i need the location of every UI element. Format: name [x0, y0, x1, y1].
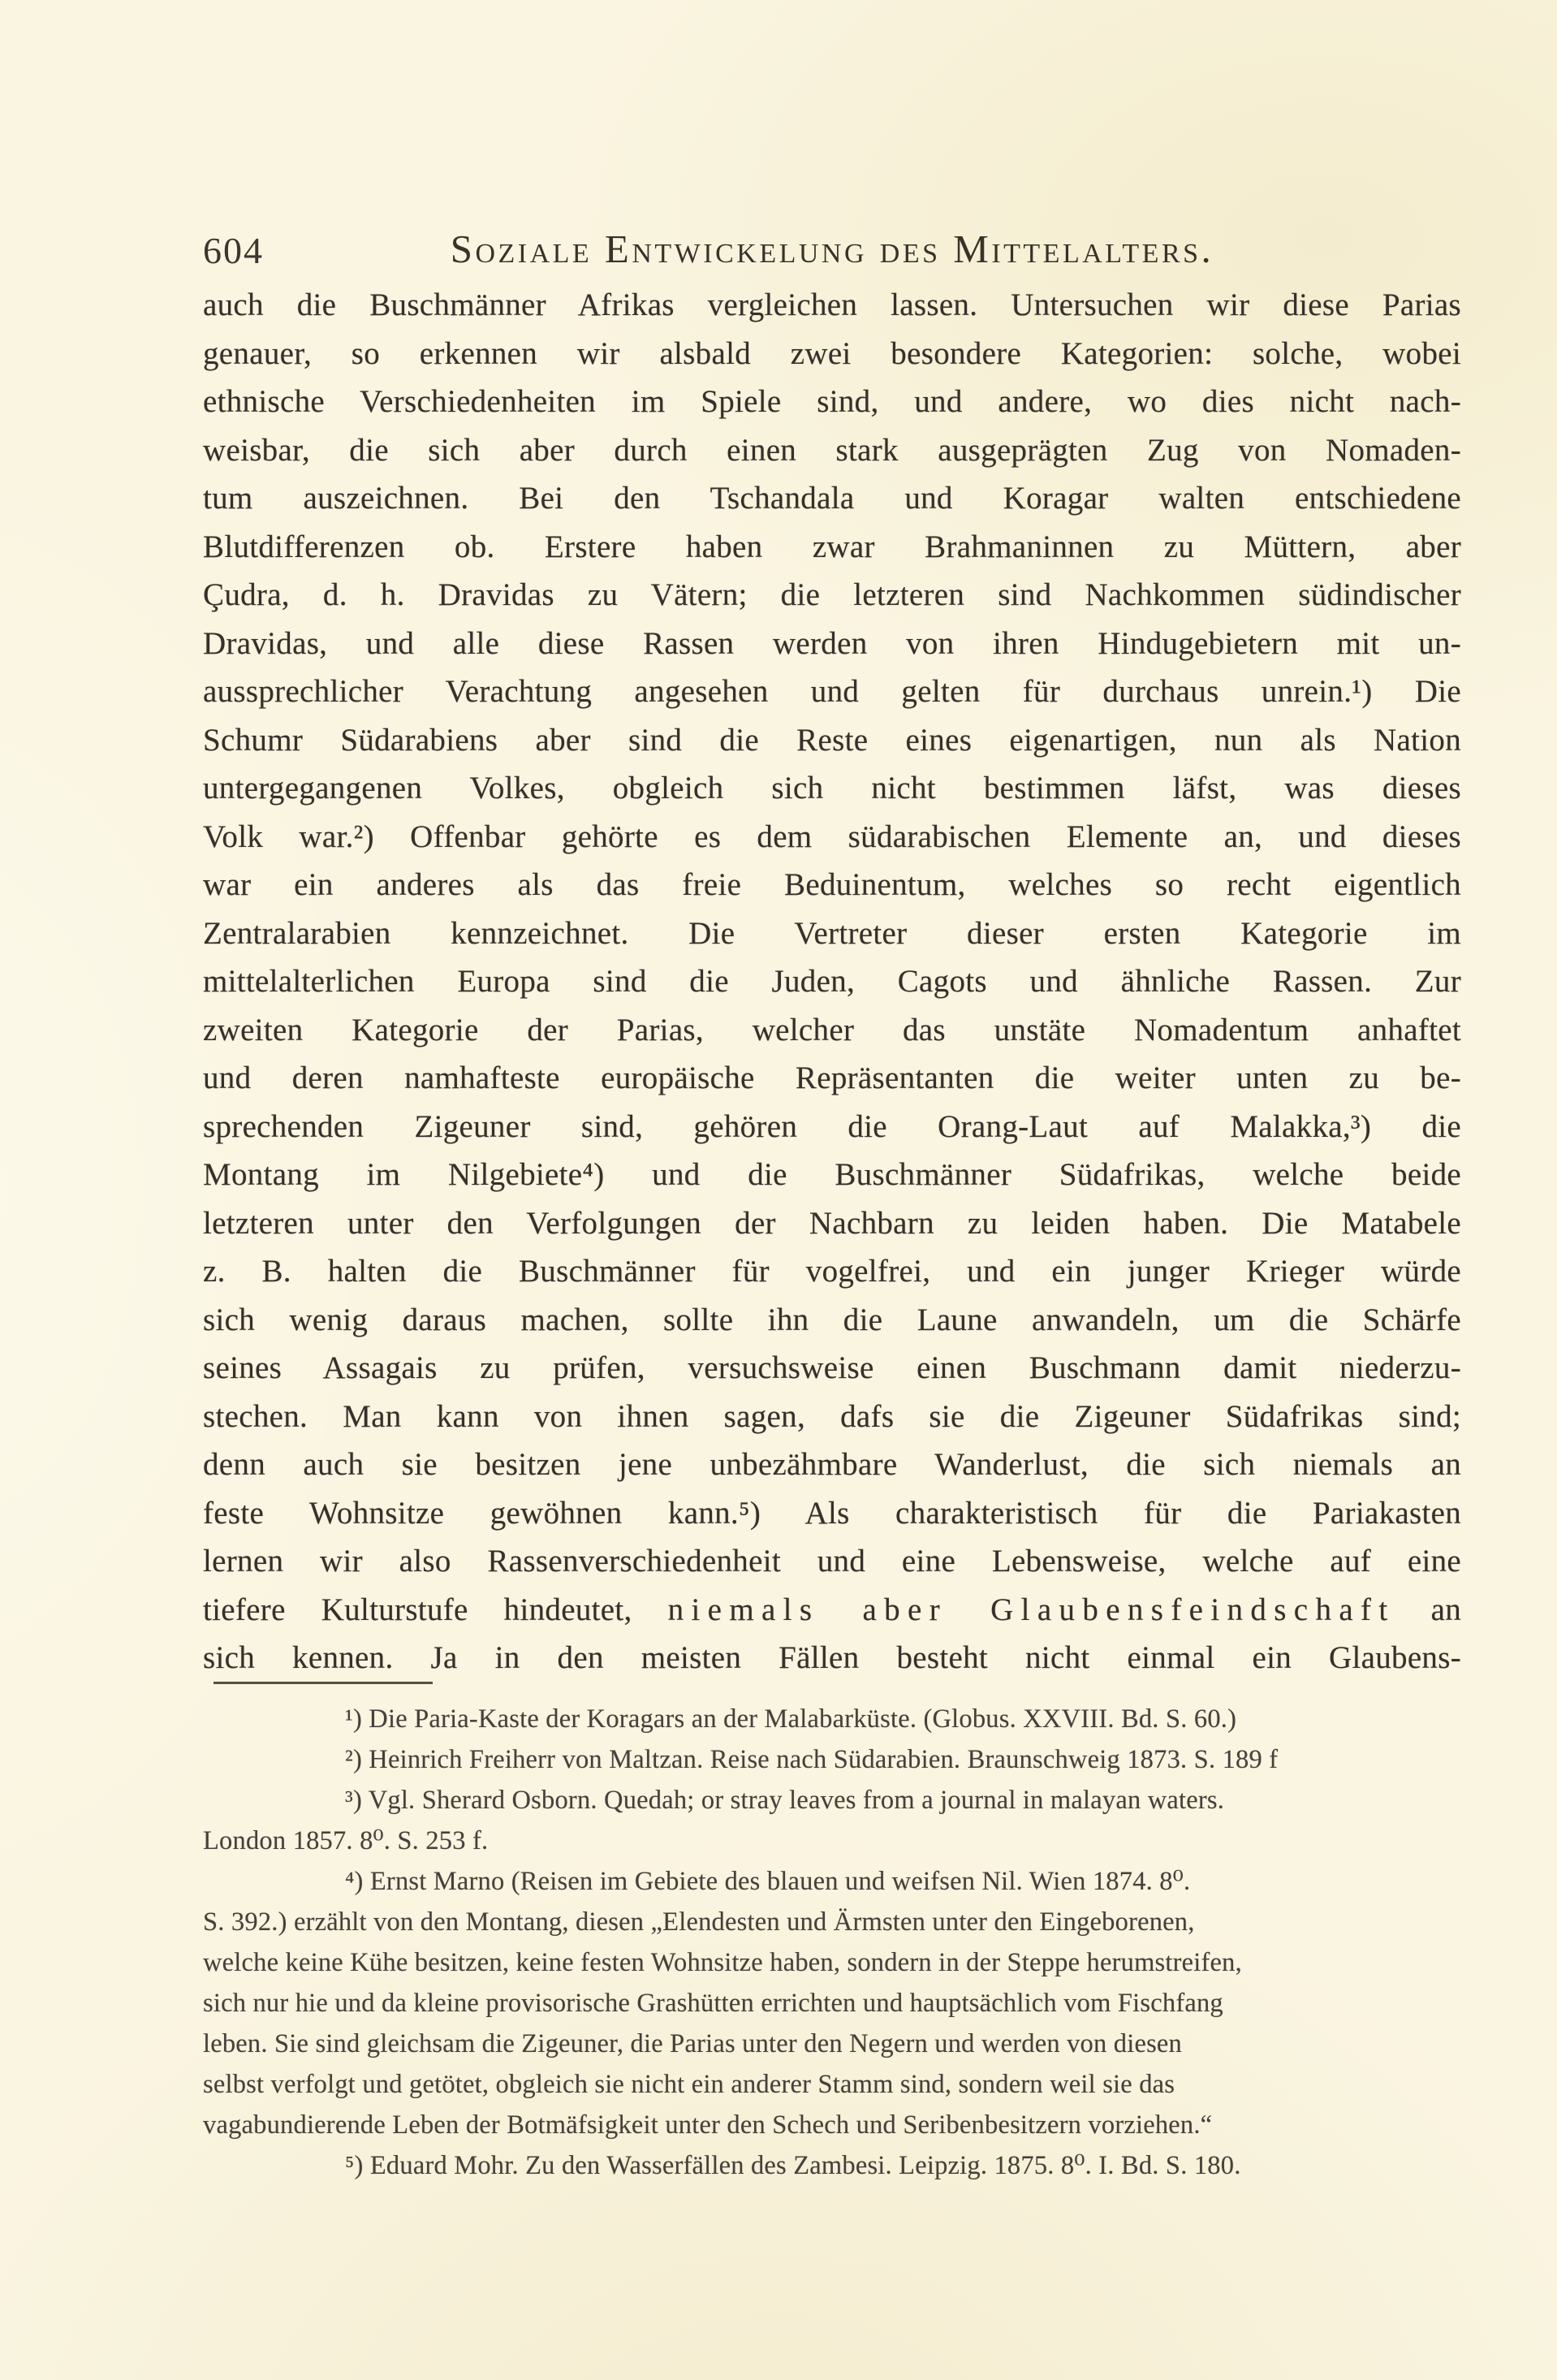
body-line: Çudra, d. h. Dravidas zu Vätern; die letzteren sind Nachkommen südindischer — [203, 577, 1461, 612]
body-line: z. B. halten die Buschmänner für vogelfrei, und ein junger Krieger würde — [203, 1254, 1461, 1289]
running-title: Soziale Entwickelung des Mittelalters. — [450, 227, 1214, 271]
footnote-line: sich nur hie und da kleine provisorische Grashütten errichten und hauptsächlich vom Fischfang — [203, 1989, 1223, 2018]
footnote-line: leben. Sie sind gleichsam die Zigeuner, die Parias unter den Negern und werden von diesen — [203, 2029, 1183, 2058]
body-line: zweiten Kategorie der Parias, welcher das unstäte Nomadentum anhaftet — [203, 1012, 1461, 1047]
body-line: sich kennen. Ja in den meisten Fällen besteht nicht einmal ein Glaubens- — [203, 1640, 1461, 1675]
body-line: stechen. Man kann von ihnen sagen, dafs sie die Zigeuner Südafrikas sind; — [203, 1398, 1461, 1434]
body-line: feste Wohnsitze gewöhnen kann.⁵) Als charakteristisch für die Pariakasten — [203, 1495, 1461, 1531]
page-header — [203, 226, 1461, 278]
footnote-line: selbst verfolgt und getötet, obgleich sie nicht ein anderer Stamm sind, sondern weil sie das — [203, 2070, 1175, 2099]
body-text — [203, 281, 1461, 1682]
body-line: denn auch sie besitzen jene unbezähmbare Wanderlust, die sich niemals an — [203, 1447, 1461, 1482]
footnote-separator — [213, 1682, 433, 1684]
body-line: aussprechlicher Verachtung angesehen und gelten für durchaus unrein.¹) Die — [203, 674, 1461, 709]
body-line: weisbar, die sich aber durch einen stark ausgeprägten Zug von Nomaden- — [203, 432, 1461, 468]
body-line: lernen wir also Rassenverschiedenheit und eine Lebensweise, welche auf eine — [203, 1544, 1461, 1579]
emphasized-spaced-text: niemals aber Glaubensfeindschaft — [667, 1592, 1395, 1627]
body-line: genauer, so erkennen wir alsbald zwei besondere Kategorien: solche, wobei — [203, 335, 1461, 371]
body-line: Blutdifferenzen ob. Erstere haben zwar Brahmaninnen zu Müttern, aber — [203, 529, 1461, 564]
body-line: sich wenig daraus machen, sollte ihn die Laune anwandeln, um die Schärfe — [203, 1302, 1461, 1337]
body-line: tum auszeichnen. Bei den Tschandala und Koragar walten entschiedene — [203, 481, 1461, 516]
body-line: tiefere Kulturstufe hindeutet, niemals aber Glaubensfeindschaft an — [203, 1592, 1461, 1627]
body-line: ethnische Verschiedenheiten im Spiele sind, und andere, wo dies nicht nach- — [203, 384, 1461, 419]
footnote-line: ⁴) Ernst Marno (Reisen im Gebiete des blauen und weifsen Nil. Wien 1874. 8⁰. — [345, 1867, 1191, 1896]
footnote-line: welche keine Kühe besitzen, keine festen Wohnsitze haben, sondern in der Steppe herumstreifen, — [203, 1948, 1242, 1977]
body-line: war ein anderes als das freie Beduinentum, welches so recht eigentlich — [203, 867, 1461, 902]
footnote-line: ³) Vgl. Sherard Osborn. Quedah; or stray leaves from a journal in malayan waters. — [345, 1786, 1225, 1815]
footnotes-block — [203, 1699, 1469, 2186]
footnote-line: ⁵) Eduard Mohr. Zu den Wasserfällen des Zambesi. Leipzig. 1875. 8⁰. I. Bd. S. 180. — [345, 2151, 1241, 2180]
body-line: Schumr Südarabiens aber sind die Reste eines eigenartigen, nun als Nation — [203, 722, 1461, 758]
footnote-line: ²) Heinrich Freiherr von Maltzan. Reise nach Südarabien. Braunschweig 1873. S. 189 f — [345, 1745, 1279, 1774]
body-line: mittelalterlichen Europa sind die Juden, Cagots und ähnliche Rassen. Zur — [203, 964, 1461, 999]
page-number: 604 — [203, 230, 264, 271]
body-line: sprechenden Zigeuner sind, gehören die Orang-Laut auf Malakka,³) die — [203, 1108, 1461, 1144]
body-line: seines Assagais zu prüfen, versuchsweise einen Buschmann damit niederzu- — [203, 1350, 1461, 1385]
body-line: und deren namhafteste europäische Repräsentanten die weiter unten zu be- — [203, 1060, 1461, 1095]
body-line: Zentralarabien kennzeichnet. Die Vertreter dieser ersten Kategorie im — [203, 915, 1461, 951]
body-line: untergegangenen Volkes, obgleich sich nicht bestimmen läfst, was dieses — [203, 771, 1461, 806]
body-line: Montang im Nilgebiete⁴) und die Buschmänner Südafrikas, welche beide — [203, 1157, 1461, 1192]
body-line: auch die Buschmänner Afrikas vergleichen lassen. Untersuchen wir diese Parias — [203, 287, 1461, 322]
footnote-line: ¹) Die Paria-Kaste der Koragars an der Malabarküste. (Globus. XXVIII. Bd. S. 60.) — [345, 1704, 1237, 1734]
footnote-line: S. 392.) erzählt von den Montang, diesen „Elendesten und Ärmsten unter den Eingeborenen, — [203, 1907, 1195, 1937]
footnote-line: vagabundierende Leben der Botmäfsigkeit unter den Schech und Seribenbesitzern vorziehen.“ — [203, 2110, 1213, 2140]
body-line: Dravidas, und alle diese Rassen werden von ihren Hindugebietern mit un- — [203, 625, 1461, 661]
body-line: letzteren unter den Verfolgungen der Nachbarn zu leiden haben. Die Matabele — [203, 1205, 1461, 1241]
footnote-line: London 1857. 8⁰. S. 253 f. — [203, 1826, 489, 1855]
body-line: Volk war.²) Offenbar gehörte es dem südarabischen Elemente an, und dieses — [203, 819, 1461, 854]
